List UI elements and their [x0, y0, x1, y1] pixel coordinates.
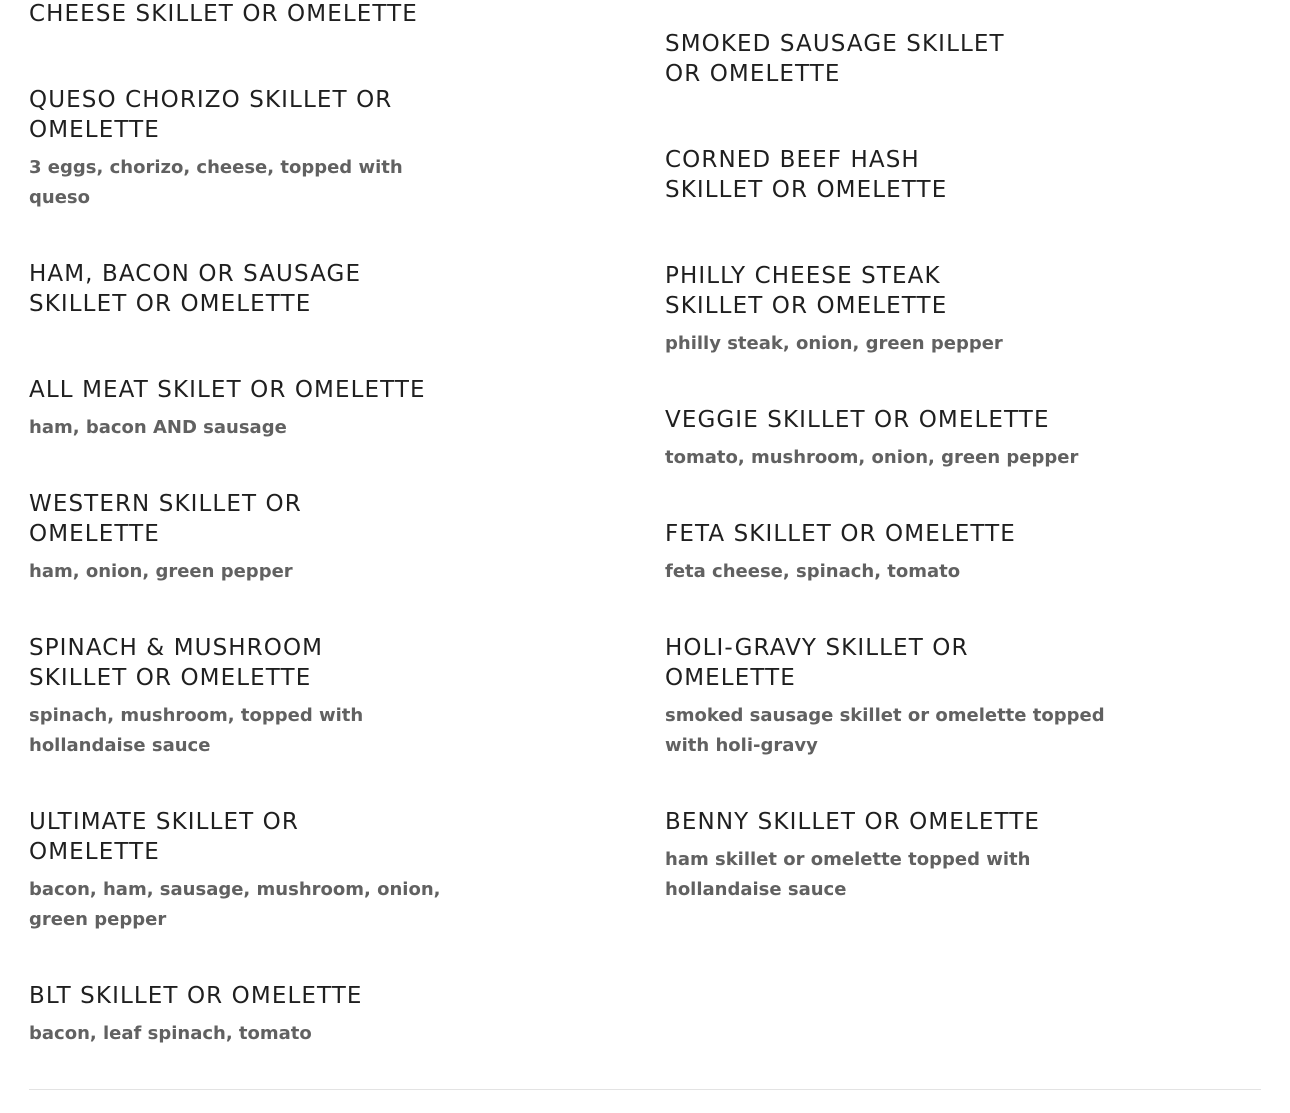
menu-item-title: CHEESE SKILLET OR OMELETTE	[29, 1, 418, 27]
menu-item-description: ham skillet or omelette topped with hollandaise sauce	[665, 849, 1031, 900]
menu-item	[665, 145, 1105, 205]
menu-column-left	[29, 0, 469, 1095]
menu-item-description: bacon, leaf spinach, tomato	[29, 1023, 312, 1044]
menu-item	[29, 375, 469, 443]
menu-item-title: CORNED BEEF HASH SKILLET OR OMELETTE	[665, 147, 948, 203]
menu-item-title: WESTERN SKILLET OR OMELETTE	[29, 491, 302, 547]
menu-item	[29, 85, 469, 213]
menu-item-title: SPINACH & MUSHROOM SKILLET OR OMELETTE	[29, 635, 324, 691]
menu-item	[665, 633, 1105, 761]
menu-item-title: PHILLY CHEESE STEAK SKILLET OR OMELETTE	[665, 263, 948, 319]
menu-item-title: ULTIMATE SKILLET OR OMELETTE	[29, 809, 299, 865]
menu-item	[29, 981, 469, 1049]
menu-item-description: philly steak, onion, green pepper	[665, 333, 1003, 354]
menu-item	[29, 807, 469, 935]
menu-item-title: SMOKED SAUSAGE SKILLET OR OMELETTE	[665, 31, 1005, 87]
menu-item-title: BLT SKILLET OR OMELETTE	[29, 983, 363, 1009]
section-divider	[29, 1089, 1261, 1090]
menu-item-description: bacon, ham, sausage, mushroom, onion, green pepper	[29, 879, 441, 930]
menu-item-description: 3 eggs, chorizo, cheese, topped with queso	[29, 157, 403, 208]
menu-item	[29, 489, 469, 587]
menu-item	[29, 0, 469, 29]
menu-item-title: BENNY SKILLET OR OMELETTE	[665, 809, 1041, 835]
menu-item-description: tomato, mushroom, onion, green pepper	[665, 447, 1079, 468]
menu-item	[665, 519, 1105, 587]
menu-item	[665, 261, 1105, 359]
menu-item-title: VEGGIE SKILLET OR OMELETTE	[665, 407, 1050, 433]
menu-item	[29, 259, 469, 319]
menu-item-description: spinach, mushroom, topped with hollandaise sauce	[29, 705, 364, 756]
menu-item	[665, 405, 1105, 473]
menu-item	[665, 807, 1105, 905]
menu-item-title: ALL MEAT SKILET OR OMELETTE	[29, 377, 426, 403]
menu-item	[665, 29, 1105, 89]
menu-item-title: QUESO CHORIZO SKILLET OR OMELETTE	[29, 87, 393, 143]
menu-column-right	[665, 29, 1105, 951]
menu-item-title: HAM, BACON OR SAUSAGE SKILLET OR OMELETTE	[29, 261, 362, 317]
menu-item	[29, 633, 469, 761]
menu-item-description: smoked sausage skillet or omelette topped with holi-gravy	[665, 705, 1105, 756]
menu-item-description: ham, onion, green pepper	[29, 561, 293, 582]
menu-item-description: ham, bacon AND sausage	[29, 417, 287, 438]
menu-item-title: HOLI-GRAVY SKILLET OR OMELETTE	[665, 635, 969, 691]
menu-item-title: FETA SKILLET OR OMELETTE	[665, 521, 1016, 547]
menu-item-description: feta cheese, spinach, tomato	[665, 561, 961, 582]
